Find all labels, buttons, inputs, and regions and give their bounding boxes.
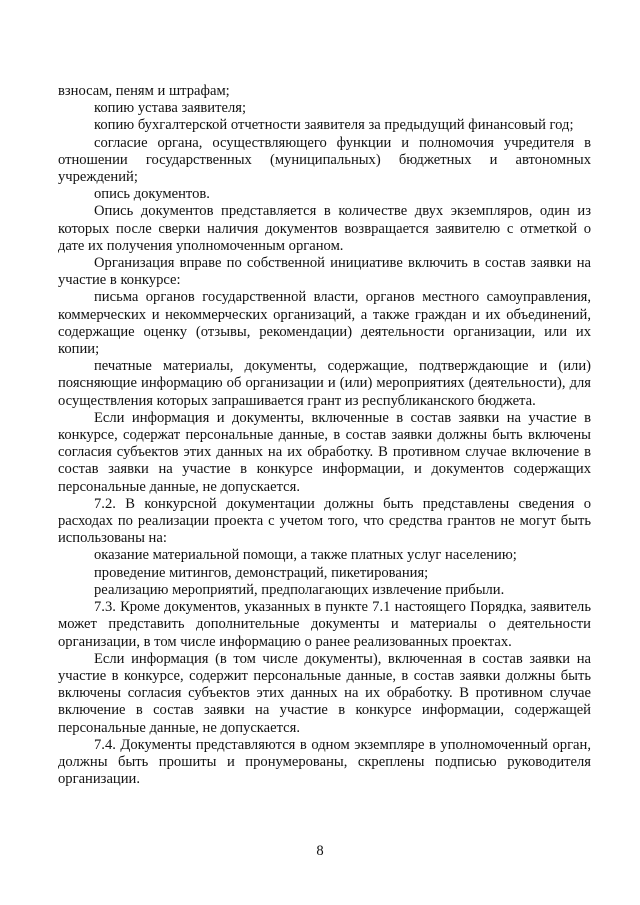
paragraph-8: письма органов государственной власти, органов местного самоуправления, коммерческих и некоммерческих организаций, а также граждан и их объединений, содержащие оценку (отзывы, рекомендации) деятельности организации, или их копии; [58,289,591,358]
paragraph-1: взносам, пеням и штрафам; [58,83,230,99]
paragraph-13: проведение митингов, демонстраций, пикетирования; [94,564,429,581]
paragraph-15: 7.3. Кроме документов, указанных в пункте 7.1 настоящего Порядка, заявитель может представить дополнительные документы и материалы о деятельности организации, в том числе информацию о ранее реализованных проектах. [58,599,591,650]
paragraph-7: Организация вправе по собственной инициативе включить в состав заявки на участие в конкурсе: [58,255,591,289]
paragraph-4: согласие органа, осуществляющего функции и полномочия учредителя в отношении государственных (муниципальных) бюджетных и автономных учреждений; [58,134,591,186]
paragraph-9: печатные материалы, документы, содержащие, подтверждающие и (или) поясняющие информацию об организации и (или) мероприятиях (деятельности), для осуществления которых запрашивается грант из республиканского бюджета. [58,358,591,409]
document-body [58,83,591,788]
paragraph-3: копию бухгалтерской отчетности заявителя за предыдущий финансовый год; [94,117,574,134]
paragraph-6: Опись документов представляется в количестве двух экземпляров, один из которых после сверки наличия документов возвращается заявителю с отметкой о дате их получения уполномоченным органом. [58,203,591,254]
paragraph-12: оказание материальной помощи, а также платных услуг населению; [94,547,517,564]
paragraph-16: Если информация (в том числе документы), включенная в состав заявки на участие в конкурсе, содержит персональные данные, в состав заявки должны быть включены согласия субъектов этих данных на их обработку. В противном случае включение в состав заявки на участие в конкурсе информации, содержащей персональные данные, не допускается. [58,650,591,736]
paragraph-17: 7.4. Документы представляются в одном экземпляре в уполномоченный орган, должны быть прошиты и пронумерованы, скреплены подписью руководителя организации. [58,736,591,788]
page-number: 8 [316,843,324,859]
paragraph-2: копию устава заявителя; [94,100,247,117]
paragraph-14: реализацию мероприятий, предполагающих извлечение прибыли. [94,581,505,598]
paragraph-5: опись документов. [94,186,210,203]
paragraph-11: 7.2. В конкурсной документации должны быть представлены сведения о расходах по реализации проекта с учетом того, что средства грантов не могут быть использованы на: [58,495,591,547]
paragraph-10: Если информация и документы, включенные в состав заявки на участие в конкурсе, содержат персональные данные, в состав заявки должны быть включены согласия субъектов этих данных на их обработку. В противном случае включение в состав заявки на участие в конкурсе информации, и документов содержащих персональные данные, не допускается. [58,409,591,495]
